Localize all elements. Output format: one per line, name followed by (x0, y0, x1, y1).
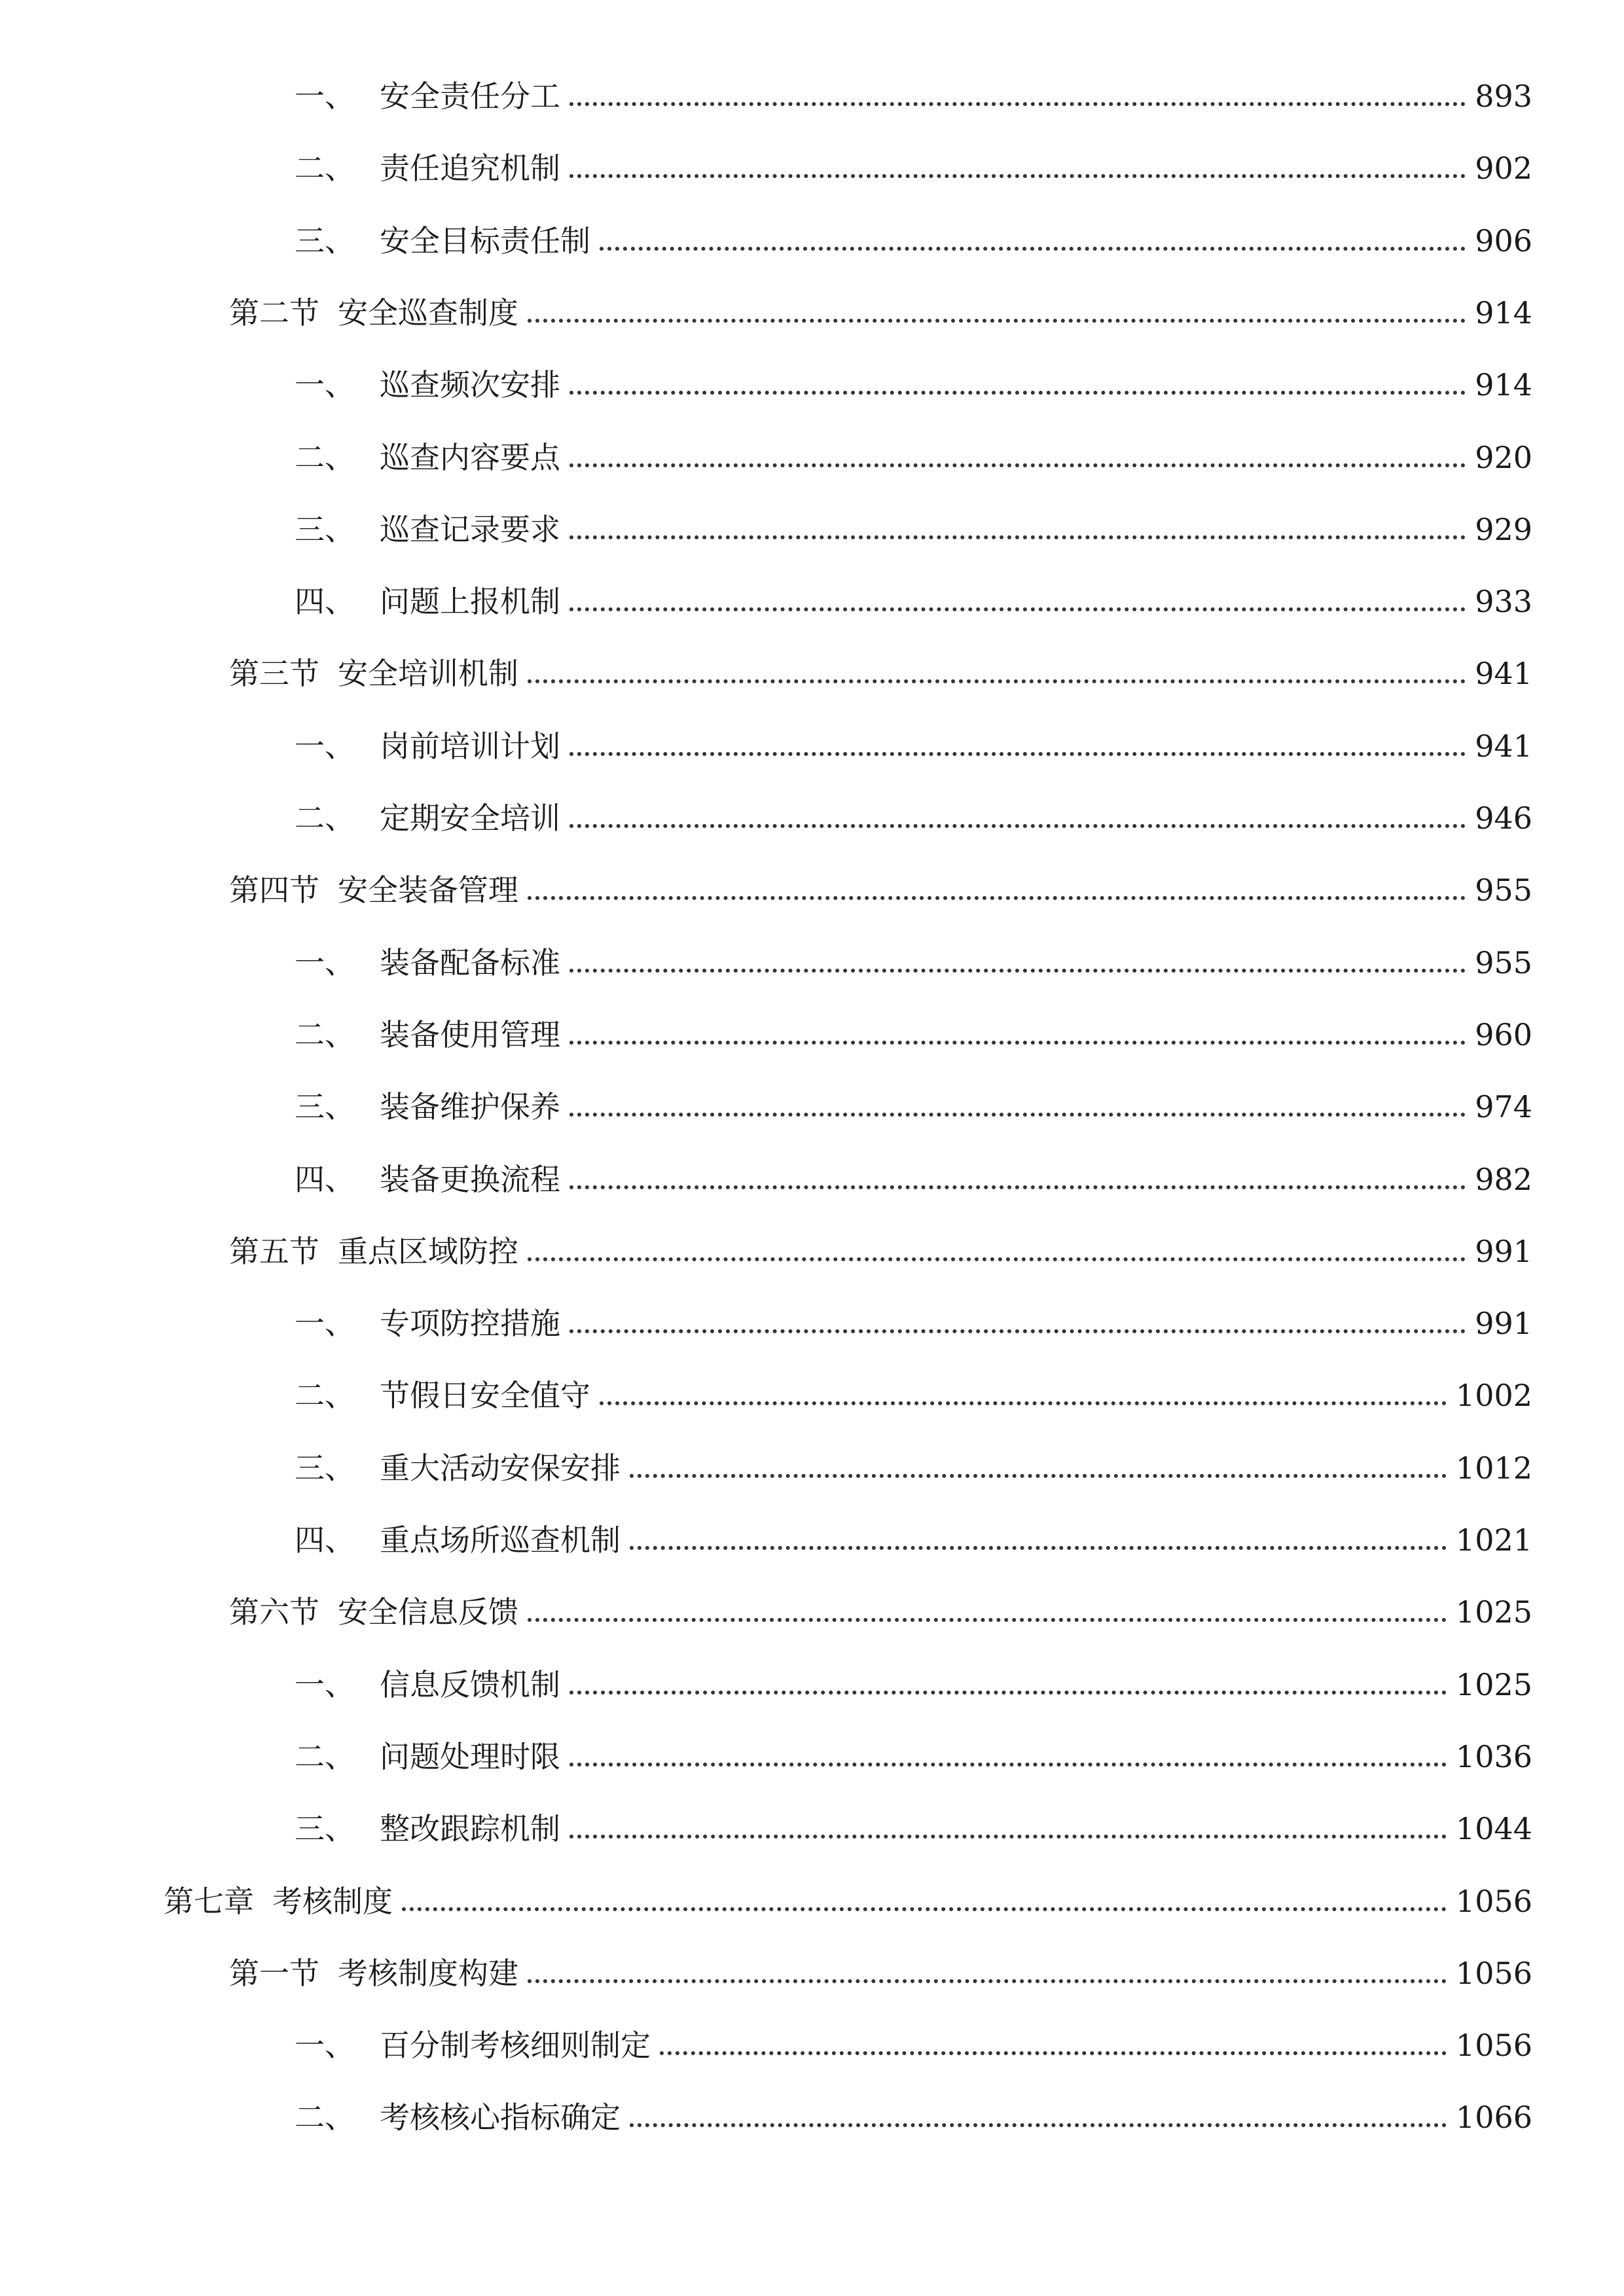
dot-leader (569, 1763, 1447, 1767)
toc-entry[interactable] (0, 1733, 1532, 1780)
dot-leader (660, 2051, 1447, 2055)
dot-leader (528, 1257, 1466, 1261)
dot-leader (569, 824, 1466, 828)
toc-entry-title: 考核制度构建 (338, 1956, 518, 1991)
toc-entry-title: 巡查记录要求 (380, 512, 560, 547)
toc-entry-title: 问题处理时限 (380, 1739, 560, 1774)
toc-entry-number: 二、 (295, 1739, 355, 1774)
toc-entry-page-number: 1002 (1455, 1378, 1532, 1413)
toc-entry-title: 装备更换流程 (380, 1162, 560, 1197)
toc-entry-number: 一、 (295, 367, 355, 403)
toc-entry-number: 三、 (295, 1811, 355, 1846)
toc-entry-page-number: 991 (1475, 1234, 1532, 1269)
toc-entry-page-number: 1056 (1455, 1884, 1532, 1919)
toc-entry-number: 三、 (295, 1089, 355, 1124)
toc-entry[interactable] (0, 289, 1532, 336)
toc-entry-number: 一、 (295, 1667, 355, 1702)
toc-entry-title: 装备使用管理 (380, 1017, 560, 1052)
toc-entry-page-number: 929 (1475, 512, 1532, 547)
toc-entry-page-number: 1056 (1455, 2028, 1532, 2063)
toc-entry-title: 责任追究机制 (380, 151, 560, 186)
dot-leader (569, 1041, 1466, 1045)
dot-leader (569, 1835, 1447, 1839)
toc-entry[interactable] (0, 1228, 1532, 1275)
toc-entry-number: 二、 (295, 151, 355, 186)
dot-leader (630, 1474, 1447, 1478)
toc-entry-title: 岗前培训计划 (380, 728, 560, 764)
toc-entry[interactable] (0, 73, 1532, 120)
toc-entry[interactable] (0, 1300, 1532, 1347)
toc-entry-number: 二、 (295, 2100, 355, 2135)
toc-entry-page-number: 941 (1475, 728, 1532, 764)
toc-entry-title: 问题上报机制 (380, 584, 560, 619)
dot-leader (528, 319, 1466, 323)
toc-entry-title: 重点场所巡查机制 (380, 1522, 621, 1558)
toc-entry[interactable] (0, 650, 1532, 697)
toc-entry-number: 一、 (295, 79, 355, 114)
toc-entry-title: 重点区域防控 (338, 1234, 518, 1269)
toc-entry-title: 巡查内容要点 (380, 440, 560, 475)
toc-entry-number: 四、 (295, 1162, 355, 1197)
toc-entry-page-number: 955 (1475, 945, 1532, 980)
toc-entry[interactable] (0, 1444, 1532, 1492)
toc-entry[interactable] (0, 723, 1532, 770)
toc-entry-page-number: 902 (1475, 151, 1532, 186)
toc-entry[interactable] (0, 2094, 1532, 2141)
toc-entry[interactable] (0, 506, 1532, 553)
toc-entry-title: 装备配备标准 (380, 945, 560, 980)
toc-entry-number: 一、 (295, 2028, 355, 2063)
toc-entry-title: 信息反馈机制 (380, 1667, 560, 1702)
toc-entry[interactable] (0, 145, 1532, 192)
dot-leader (600, 247, 1466, 251)
toc-entry[interactable] (0, 361, 1532, 408)
toc-entry-page-number: 1066 (1455, 2100, 1532, 2135)
toc-entry-number: 一、 (295, 728, 355, 764)
dot-leader (569, 102, 1466, 106)
toc-entry[interactable] (0, 1516, 1532, 1564)
dot-leader (569, 969, 1466, 973)
dot-leader (569, 752, 1466, 756)
toc-entry[interactable] (0, 1156, 1532, 1203)
toc-entry-title: 定期安全培训 (380, 800, 560, 836)
toc-entry[interactable] (0, 1950, 1532, 1997)
toc-entry-number: 二、 (295, 1017, 355, 1052)
toc-entry-page-number: 914 (1475, 295, 1532, 331)
toc-entry-number: 第三节 (229, 656, 319, 691)
toc-entry[interactable] (0, 434, 1532, 481)
toc-entry-page-number: 1021 (1455, 1522, 1532, 1558)
dot-leader (569, 1691, 1447, 1695)
toc-entry-number: 第二节 (229, 295, 319, 331)
toc-entry-title: 安全装备管理 (338, 872, 518, 908)
toc-entry-page-number: 1025 (1455, 1667, 1532, 1702)
dot-leader (528, 1618, 1447, 1622)
dot-leader (630, 2123, 1447, 2127)
toc-entry-page-number: 1025 (1455, 1594, 1532, 1630)
dot-leader (569, 1329, 1466, 1333)
toc-entry[interactable] (0, 1661, 1532, 1708)
toc-entry-page-number: 946 (1475, 800, 1532, 836)
toc-entry[interactable] (0, 578, 1532, 625)
toc-entry-page-number: 933 (1475, 584, 1532, 619)
toc-entry-page-number: 1012 (1455, 1450, 1532, 1486)
dot-leader (630, 1546, 1447, 1550)
toc-entry-title: 专项防控措施 (380, 1306, 560, 1341)
toc-entry-page-number: 982 (1475, 1162, 1532, 1197)
toc-entry-page-number: 1044 (1455, 1811, 1532, 1846)
dot-leader (528, 1979, 1447, 1983)
toc-entry-page-number: 906 (1475, 223, 1532, 259)
toc-entry-page-number: 1056 (1455, 1956, 1532, 1991)
toc-entry-title: 装备维护保养 (380, 1089, 560, 1124)
toc-entry-title: 整改跟踪机制 (380, 1811, 560, 1846)
toc-entry[interactable] (0, 939, 1532, 986)
toc-entry-number: 一、 (295, 1306, 355, 1341)
toc-entry-number: 四、 (295, 1522, 355, 1558)
dot-leader (569, 391, 1466, 395)
toc-entry-number: 三、 (295, 223, 355, 259)
toc-entry-page-number: 960 (1475, 1017, 1532, 1052)
toc-entry-page-number: 991 (1475, 1306, 1532, 1341)
dot-leader (402, 1907, 1447, 1911)
toc-entry[interactable] (0, 795, 1532, 842)
toc-entry-page-number: 955 (1475, 872, 1532, 908)
toc-entry-title: 节假日安全值守 (380, 1378, 590, 1413)
toc-entry-page-number: 941 (1475, 656, 1532, 691)
toc-entry-page-number: 974 (1475, 1089, 1532, 1124)
toc-entry[interactable] (0, 1011, 1532, 1058)
toc-entry-title: 安全巡查制度 (338, 295, 518, 331)
toc-entry-number: 二、 (295, 1378, 355, 1413)
dot-leader (569, 463, 1466, 467)
dot-leader (569, 174, 1466, 178)
toc-entry-number: 一、 (295, 945, 355, 980)
toc-entry-page-number: 914 (1475, 367, 1532, 403)
toc-entry[interactable] (0, 867, 1532, 914)
toc-entry-number: 四、 (295, 584, 355, 619)
toc-entry-title: 百分制考核细则制定 (380, 2028, 651, 2063)
toc-entry-number: 二、 (295, 800, 355, 836)
toc-entry[interactable] (0, 1588, 1532, 1636)
toc-entry-title: 安全责任分工 (380, 79, 560, 114)
toc-entry-number: 第一节 (229, 1956, 319, 1991)
dot-leader (528, 679, 1466, 683)
toc-entry-number: 第四节 (229, 872, 319, 908)
toc-entry-number: 二、 (295, 440, 355, 475)
toc-entry-page-number: 893 (1475, 79, 1532, 114)
toc-entry[interactable] (0, 2022, 1532, 2069)
toc-entry-title: 安全目标责任制 (380, 223, 590, 259)
toc-entry[interactable] (0, 1805, 1532, 1852)
dot-leader (569, 1185, 1466, 1189)
toc-entry-page-number: 920 (1475, 440, 1532, 475)
toc-entry[interactable] (0, 217, 1532, 264)
toc-entry-title: 安全信息反馈 (338, 1594, 518, 1630)
toc-entry-title: 考核制度 (272, 1884, 393, 1919)
dot-leader (569, 535, 1466, 539)
dot-leader (600, 1401, 1447, 1405)
dot-leader (569, 607, 1466, 611)
toc-entry-number: 三、 (295, 512, 355, 547)
toc-entry-title: 重大活动安保安排 (380, 1450, 621, 1486)
toc-entry-number: 三、 (295, 1450, 355, 1486)
toc-entry-title: 巡查频次安排 (380, 367, 560, 403)
dot-leader (528, 896, 1466, 900)
toc-entry[interactable] (0, 1878, 1532, 1925)
toc-entry-title: 考核核心指标确定 (380, 2100, 621, 2135)
toc-entry-number: 第六节 (229, 1594, 319, 1630)
toc-entry-number: 第七章 (164, 1884, 254, 1919)
toc-entry-number: 第五节 (229, 1234, 319, 1269)
toc-entry-title: 安全培训机制 (338, 656, 518, 691)
toc-entry[interactable] (0, 1372, 1532, 1419)
toc-entry-page-number: 1036 (1455, 1739, 1532, 1774)
toc-entry[interactable] (0, 1083, 1532, 1130)
dot-leader (569, 1113, 1466, 1117)
